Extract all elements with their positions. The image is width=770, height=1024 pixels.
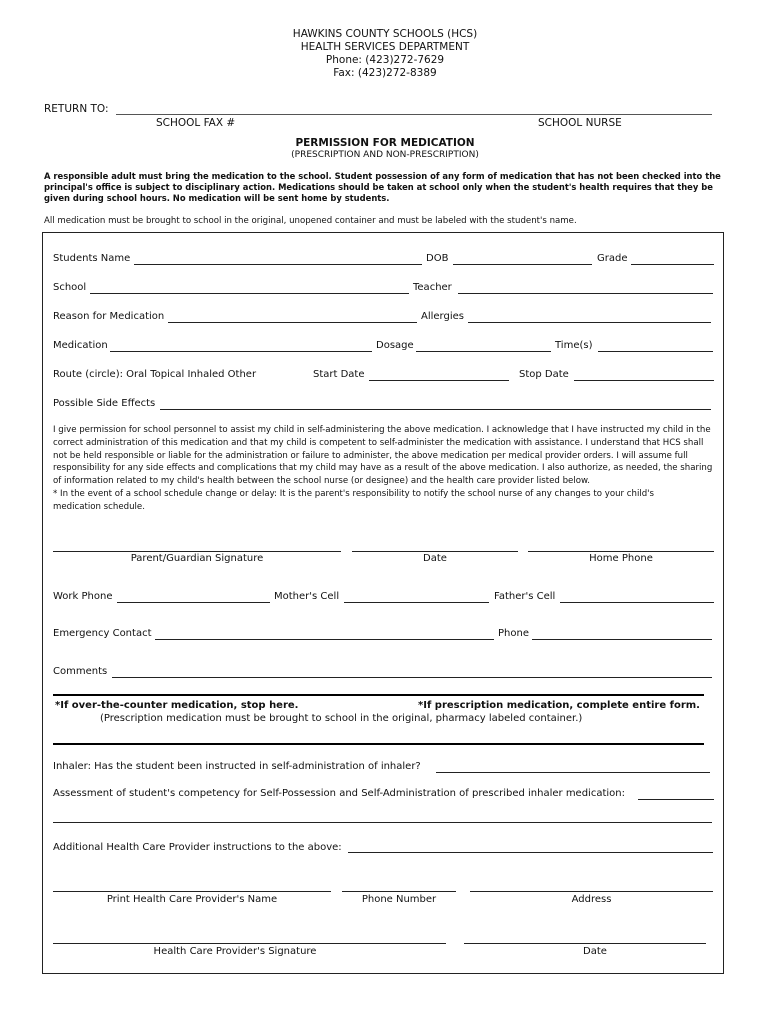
medication-label: Medication bbox=[53, 340, 108, 351]
students-name-field[interactable] bbox=[134, 264, 422, 265]
provider-phone-line[interactable] bbox=[342, 891, 456, 892]
provider-signature-label: Health Care Provider's Signature bbox=[153, 946, 317, 957]
schedule-note: * In the event of a school schedule change or delay: It is the parent's responsibility to notify the school nurse of any changes to your child's medication schedule. bbox=[53, 489, 655, 512]
comments-label: Comments bbox=[53, 666, 108, 677]
otc-notice: *If over-the-counter medication, stop here. bbox=[55, 700, 299, 711]
assessment-label: Assessment of student's competency for Self-Possession and Self-Administration of prescribed inhaler medication: bbox=[53, 788, 625, 799]
additional-instructions-label: Additional Health Care Provider instructions to the above: bbox=[53, 842, 342, 853]
dob-label: DOB bbox=[426, 253, 449, 264]
assessment-field[interactable] bbox=[638, 799, 714, 800]
allergies-label: Allergies bbox=[421, 311, 464, 322]
department-phone: Phone: (423)272-7629 bbox=[325, 54, 445, 66]
provider-address-line[interactable] bbox=[470, 891, 713, 892]
emergency-phone-label: Phone bbox=[498, 628, 529, 639]
rx-notice: *If prescription medication, complete entire form. bbox=[418, 700, 700, 711]
teacher-field[interactable] bbox=[458, 293, 713, 294]
reason-label: Reason for Medication bbox=[53, 311, 165, 322]
parent-signature-label: Parent/Guardian Signature bbox=[130, 553, 264, 564]
provider-signature-line[interactable] bbox=[53, 943, 446, 944]
side-effects-label: Possible Side Effects bbox=[53, 398, 156, 409]
inhaler-field[interactable] bbox=[436, 772, 710, 773]
provider-date-label: Date bbox=[583, 946, 607, 957]
reason-field[interactable] bbox=[168, 322, 417, 323]
rx-container-note: (Prescription medication must be brought to school in the original, pharmacy labeled container.) bbox=[100, 713, 583, 724]
return-to-line[interactable] bbox=[116, 114, 712, 115]
provider-date-line[interactable] bbox=[464, 943, 706, 944]
start-date-label: Start Date bbox=[313, 369, 365, 380]
mothers-cell-field[interactable] bbox=[344, 602, 489, 603]
school-field[interactable] bbox=[90, 293, 409, 294]
allergies-field[interactable] bbox=[468, 322, 711, 323]
stop-date-field[interactable] bbox=[574, 380, 714, 381]
inhaler-question: Inhaler: Has the student been instructed in self-administration of inhaler? bbox=[53, 761, 421, 772]
provider-name-line[interactable] bbox=[53, 891, 331, 892]
dosage-label: Dosage bbox=[376, 340, 414, 351]
container-note: All medication must be brought to school in the original, unopened container and must be labeled with the student's name. bbox=[44, 216, 577, 226]
mothers-cell-label: Mother's Cell bbox=[274, 591, 340, 602]
times-field[interactable] bbox=[598, 351, 713, 352]
provider-address-label: Address bbox=[571, 894, 612, 905]
start-date-field[interactable] bbox=[369, 380, 509, 381]
medication-field[interactable] bbox=[110, 351, 372, 352]
additional-instructions-field[interactable] bbox=[348, 852, 713, 853]
times-label: Time(s) bbox=[555, 340, 593, 351]
org-name: HAWKINS COUNTY SCHOOLS (HCS) bbox=[292, 28, 478, 40]
school-fax-label: SCHOOL FAX # bbox=[156, 117, 236, 129]
grade-label: Grade bbox=[597, 253, 628, 264]
return-to-label: RETURN TO: bbox=[44, 103, 109, 115]
stop-date-label: Stop Date bbox=[519, 369, 569, 380]
provider-phone-label: Phone Number bbox=[361, 894, 437, 905]
notice-bottom-rule bbox=[53, 743, 704, 745]
teacher-label: Teacher bbox=[413, 282, 452, 293]
emergency-phone-field[interactable] bbox=[532, 639, 712, 640]
parent-date-label: Date bbox=[423, 553, 447, 564]
form-title: PERMISSION FOR MEDICATION bbox=[295, 137, 475, 149]
work-phone-field[interactable] bbox=[117, 602, 270, 603]
emergency-contact-label: Emergency Contact bbox=[53, 628, 152, 639]
assessment-field-line-2[interactable] bbox=[53, 822, 712, 823]
emergency-contact-field[interactable] bbox=[155, 639, 494, 640]
department-name: HEALTH SERVICES DEPARTMENT bbox=[300, 41, 470, 53]
fathers-cell-field[interactable] bbox=[560, 602, 714, 603]
home-phone-label: Home Phone bbox=[589, 553, 653, 564]
provider-name-label: Print Health Care Provider's Name bbox=[106, 894, 278, 905]
notice-top-rule bbox=[53, 694, 704, 696]
fathers-cell-label: Father's Cell bbox=[494, 591, 556, 602]
school-nurse-label: SCHOOL NURSE bbox=[538, 117, 622, 129]
dob-field[interactable] bbox=[453, 264, 592, 265]
form-subtitle: (PRESCRIPTION AND NON-PRESCRIPTION) bbox=[291, 150, 479, 160]
work-phone-label: Work Phone bbox=[53, 591, 113, 602]
school-label: School bbox=[53, 282, 87, 293]
grade-field[interactable] bbox=[631, 264, 714, 265]
parent-signature-line[interactable] bbox=[53, 551, 341, 552]
permission-paragraph: I give permission for school personnel to assist my child in self-administering the above medication. I acknowledge that I have instructed my child in the correct administration of this medication and that my child is competent to self-administer the medication with assistance. I understand that HCS shall not be held responsible or liable for the administration or failure to administer, the above medication per medical provider orders. I will assume full responsibility for any side effects and complications that my child may have as a result of the above medication. I also authorize, as needed, the sharing of information related to my child's health between the school nurse (or designee) and the health care provider listed below. bbox=[53, 425, 713, 487]
warning-text: A responsible adult must bring the medication to the school. Student possession of any form of medication that has not been checked into the principal's office is subject to disciplinary action. Medications should be taken at school only when the student's health requires that they be given during school hours. No medication will be sent home by students. bbox=[44, 171, 721, 204]
home-phone-line[interactable] bbox=[528, 551, 714, 552]
parent-date-line[interactable] bbox=[352, 551, 518, 552]
students-name-label: Students Name bbox=[53, 253, 131, 264]
department-fax: Fax: (423)272-8389 bbox=[333, 67, 437, 79]
dosage-field[interactable] bbox=[416, 351, 551, 352]
side-effects-field[interactable] bbox=[160, 409, 711, 410]
route-label[interactable]: Route (circle): Oral Topical Inhaled Other bbox=[53, 369, 257, 380]
comments-field[interactable] bbox=[112, 677, 712, 678]
